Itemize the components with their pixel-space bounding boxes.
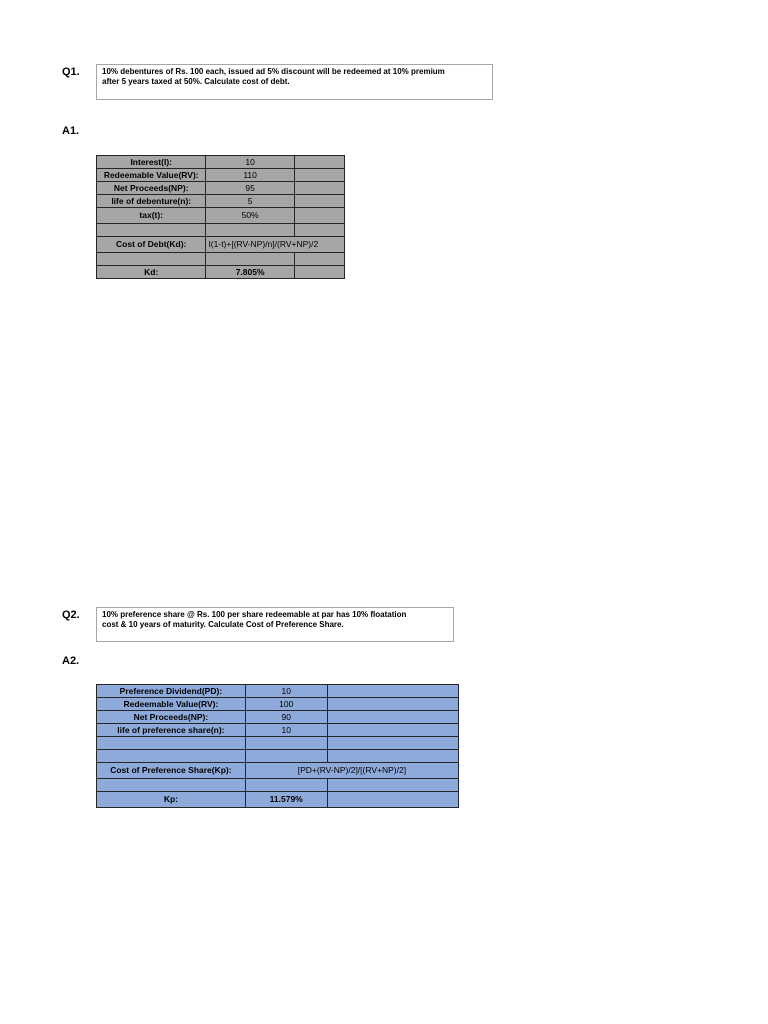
empty-cell: [294, 224, 344, 237]
table-row: [97, 763, 459, 779]
table-row: [97, 182, 345, 195]
table-row: [97, 208, 345, 224]
empty-cell: [294, 169, 344, 182]
net-proceeds-value: 90: [245, 711, 327, 724]
redeemable-value-value: 100: [245, 698, 327, 711]
redeemable-value-value: 110: [206, 169, 294, 182]
table-row: [97, 169, 345, 182]
empty-cell: [294, 195, 344, 208]
empty-cell: [327, 737, 458, 750]
question-2-box: [96, 607, 454, 642]
table-row: [97, 724, 459, 737]
question-2-line-1: 10% preference share @ Rs. 100 per share redeemable at par has 10% floatation: [102, 610, 407, 619]
empty-cell: [327, 750, 458, 763]
cost-of-debt-table: [96, 155, 345, 279]
cost-of-debt-formula: I(1-t)+[(RV-NP)/n]/(RV+NP)/2: [206, 237, 345, 253]
cost-of-preference-share-label: Cost of Preference Share(Kp):: [97, 763, 246, 779]
net-proceeds-label: Net Proceeds(NP):: [97, 182, 206, 195]
table-row: [97, 711, 459, 724]
life-of-preference-share-label: life of preference share(n):: [97, 724, 246, 737]
table-row: [97, 224, 345, 237]
tax-value: 50%: [206, 208, 294, 224]
cost-of-debt-label: Cost of Debt(Kd):: [97, 237, 206, 253]
empty-cell: [327, 792, 458, 808]
empty-cell: [294, 208, 344, 224]
question-1-box: [96, 64, 493, 100]
empty-cell: [97, 750, 246, 763]
empty-cell: [327, 724, 458, 737]
empty-cell: [327, 698, 458, 711]
interest-label: Interest(I):: [97, 156, 206, 169]
empty-cell: [206, 224, 294, 237]
table-row: [97, 156, 345, 169]
preference-dividend-value: 10: [245, 685, 327, 698]
table-row: [97, 737, 459, 750]
answer-1-label: A1.: [62, 125, 80, 137]
empty-cell: [294, 182, 344, 195]
empty-cell: [97, 224, 206, 237]
empty-cell: [97, 253, 206, 266]
net-proceeds-value: 95: [206, 182, 294, 195]
empty-cell: [206, 253, 294, 266]
empty-cell: [294, 156, 344, 169]
table-row: [97, 195, 345, 208]
table-row: [97, 750, 459, 763]
empty-cell: [327, 779, 458, 792]
question-1-line-2: after 5 years taxed at 50%. Calculate cost of debt.: [102, 77, 290, 86]
cost-of-preference-share-formula: [PD+(RV-NP)/2]/[(RV+NP)/2]: [245, 763, 458, 779]
question-1-line-1: 10% debentures of Rs. 100 each, issued ad 5% discount will be redeemed at 10% premium: [102, 67, 445, 76]
table-row: [97, 266, 345, 279]
table-row: [97, 237, 345, 253]
preference-dividend-label: Preference Dividend(PD):: [97, 685, 246, 698]
empty-cell: [327, 711, 458, 724]
empty-cell: [245, 750, 327, 763]
kp-label: Kp:: [97, 792, 246, 808]
table-row: [97, 685, 459, 698]
question-2-line-2: cost & 10 years of maturity. Calculate Cost of Preference Share.: [102, 620, 344, 629]
cost-of-preference-share-table: [96, 684, 459, 808]
answer-2-label: A2.: [62, 655, 80, 667]
question-2-label: Q2.: [62, 609, 80, 621]
table-row: [97, 792, 459, 808]
question-1-label: Q1.: [62, 66, 80, 78]
empty-cell: [245, 779, 327, 792]
table-row: [97, 698, 459, 711]
empty-cell: [327, 685, 458, 698]
tax-label: tax(t):: [97, 208, 206, 224]
redeemable-value-label: Redeemable Value(RV):: [97, 698, 246, 711]
life-of-preference-share-value: 10: [245, 724, 327, 737]
table-row: [97, 779, 459, 792]
empty-cell: [97, 737, 246, 750]
kd-label: Kd:: [97, 266, 206, 279]
empty-cell: [294, 253, 344, 266]
net-proceeds-label: Net Proceeds(NP):: [97, 711, 246, 724]
kp-value: 11.579%: [245, 792, 327, 808]
life-of-debenture-value: 5: [206, 195, 294, 208]
table-row: [97, 253, 345, 266]
redeemable-value-label: Redeemable Value(RV):: [97, 169, 206, 182]
empty-cell: [97, 779, 246, 792]
empty-cell: [294, 266, 344, 279]
interest-value: 10: [206, 156, 294, 169]
empty-cell: [245, 737, 327, 750]
kd-value: 7.805%: [206, 266, 294, 279]
life-of-debenture-label: life of debenture(n):: [97, 195, 206, 208]
